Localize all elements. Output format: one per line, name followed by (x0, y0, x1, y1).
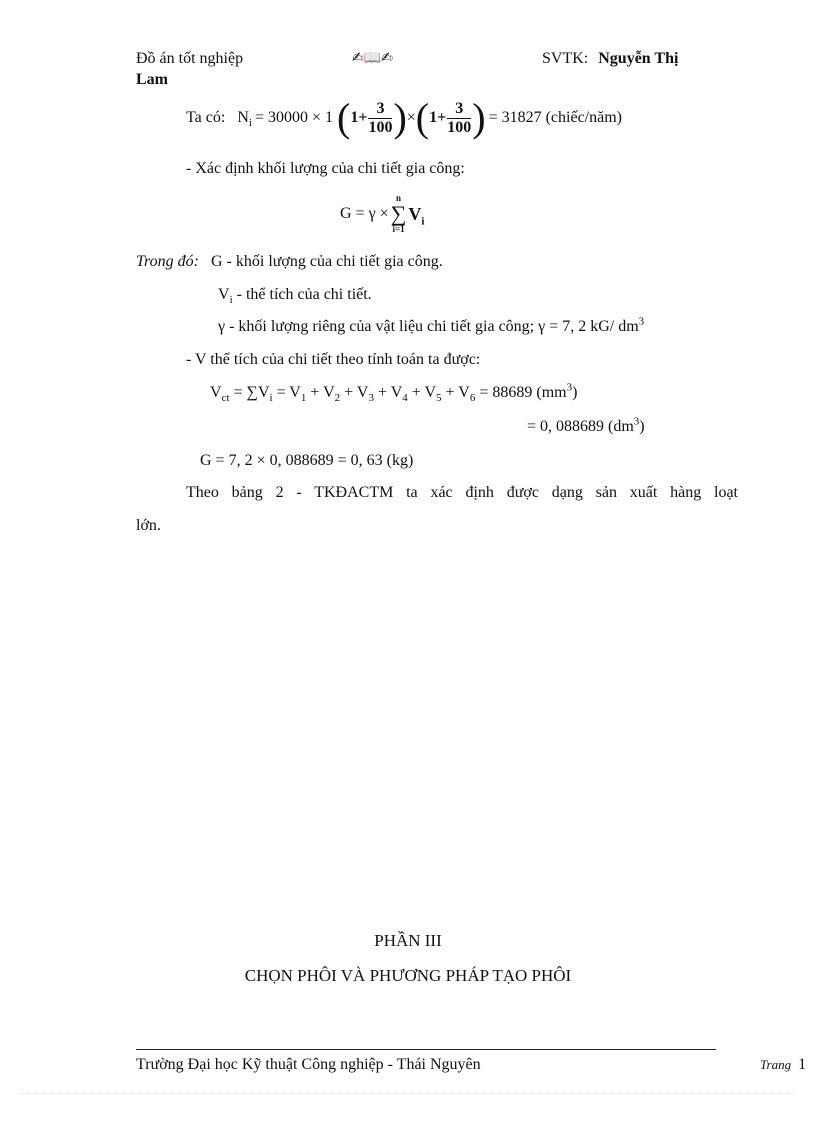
header-left: Đồ án tốt nghiệp (136, 50, 244, 67)
v-definition: $V_i$ - thể tích của chi tiết. (218, 286, 372, 307)
page-edge (20, 1093, 796, 1094)
sigma-icon: n ∑ i=1 (390, 193, 407, 234)
eq1-fraction-2: $\frac{3}{100}$ (447, 99, 472, 136)
eq1-one: 1+ (350, 109, 368, 126)
mass-intro: - Xác định khối lượng của chi tiết gia công: (186, 160, 465, 177)
section-title: CHỌN PHÔI VÀ PHƯƠNG PHÁP TẠO PHÔI (244, 966, 572, 985)
page-label: Trang (760, 1057, 792, 1072)
eq1-mult: = 30000 × 1 (254, 109, 333, 126)
eq2-term: $V_i$ (408, 203, 425, 228)
gamma-definition: γ - khối lượng riêng của vật liệu chi tiết gia công; γ = 7, 2 kG/ $dm^3$ (218, 315, 645, 335)
eq1-fraction-1: $\frac{3}{100}$ (368, 99, 393, 136)
g-definition: G - khối lượng của chi tiết gia công. (210, 253, 443, 270)
ornament-icon: ✍📖✍ (352, 50, 393, 66)
eq1-result: = 31827 (chiếc/năm) (488, 109, 622, 126)
open-paren: ( (415, 95, 430, 140)
section-part: PHẦN III (374, 931, 442, 950)
footer-school: Trường Đại học Kỹ thuật Công nghiệp - Thái Nguyên (136, 1056, 481, 1073)
author-first: Nguyễn Thị (598, 50, 679, 67)
where-label: Trong đó: (136, 253, 199, 270)
where-line (136, 253, 443, 271)
footer-divider (136, 1049, 716, 1050)
header-author (542, 50, 678, 68)
open-paren: ( (336, 95, 351, 140)
eq1-times: × (406, 109, 416, 126)
equation-volume: $V_{ct} = \sum V_i = V_1 + V_2 + V_3 + V_4 + V_5 + V_6 = 88689$ $(mm^3)$ (210, 381, 578, 405)
equation-production (186, 95, 622, 141)
close-paren: ) (393, 95, 407, 140)
equation-volume-dm3: = 0, 088689 $(dm^3)$ (527, 415, 645, 435)
page-number: 1 (798, 1056, 807, 1073)
eq1-one: 1+ (429, 109, 447, 126)
equation-mass-result: G = 7, 2 × 0, 088689 = 0, 63 (kg) (200, 452, 414, 469)
svtk-label: SVTK: (542, 50, 589, 67)
eq1-prefix: Ta có: (186, 109, 226, 126)
eq2-lhs: G = γ × (340, 205, 389, 222)
footer-page (760, 1056, 806, 1074)
volume-intro: - V thể tích của chi tiết theo tính toán ta được: (186, 351, 481, 368)
author-last: Lam (136, 71, 168, 88)
eq1-lhs: $N_i$ (237, 109, 252, 130)
conclusion-line-2: lớn. (136, 517, 161, 534)
close-paren: ) (472, 95, 486, 140)
conclusion-line-1: Theo bảng 2 - TKĐACTM ta xác định được dạng sản xuất hàng loạt (186, 484, 738, 501)
equation-mass (340, 192, 424, 236)
